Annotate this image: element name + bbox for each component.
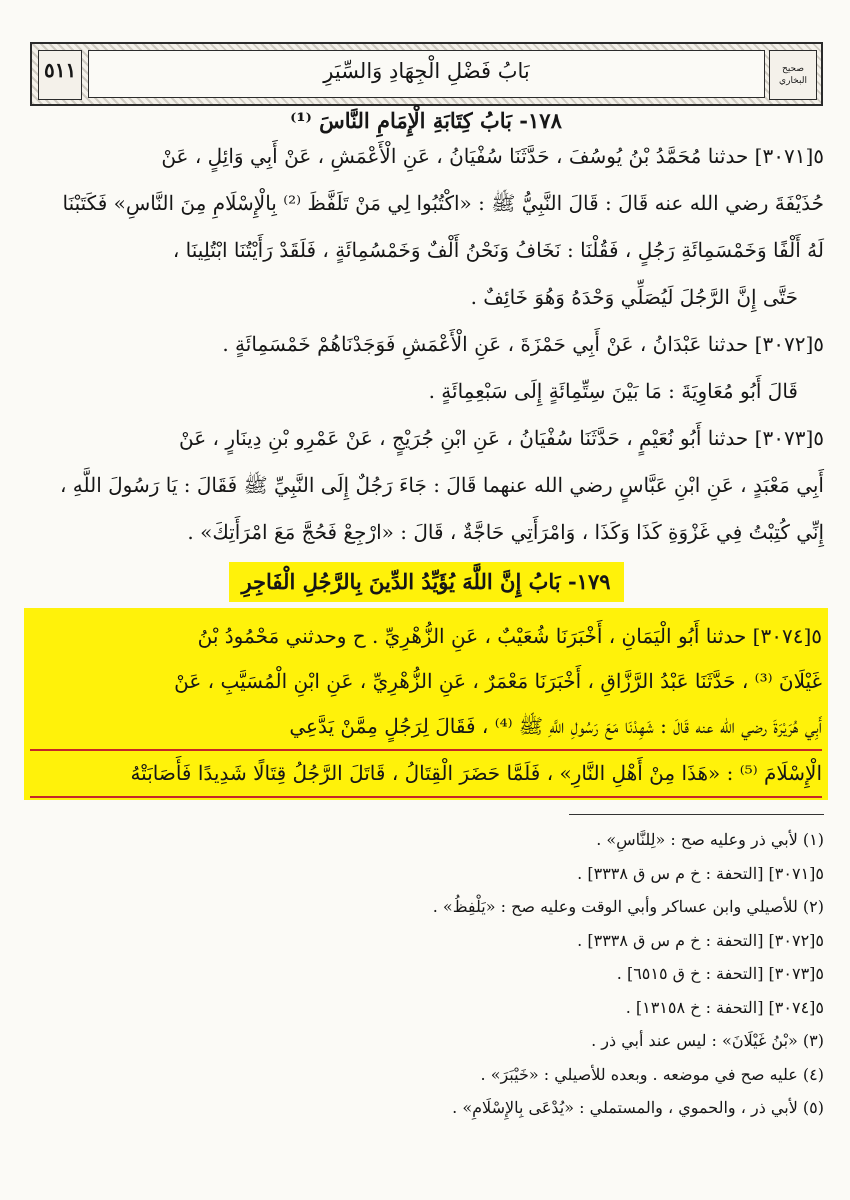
- hadith-3071-line2: حُذَيْفَةَ رضي الله عنه قَالَ : قَالَ النَّبِيُّ ﷺ : «اكْتُبُوا لِي مَنْ تَلَفَّظَ ⁽²⁾ بِالْإِسْلَامِ مِنَ النَّاسِ» فَكَتَبْنَا: [62, 191, 824, 215]
- hadith-3073-line2: أَبِي مَعْبَدٍ ، عَنِ ابْنِ عَبَّاسٍ رضي الله عنهما قَالَ : جَاءَ رَجُلٌ إِلَى النَّبِيِّ ﷺ فَقَالَ : يَا رَسُولَ اللَّهِ ،: [59, 473, 824, 497]
- page-header: [30, 42, 823, 106]
- footnote-3: (٣) «بْنُ غَيْلَانَ» : ليس عند أبي ذر .: [591, 1031, 824, 1050]
- hadith-3072-line2: قَالَ أَبُو مُعَاوِيَةَ : مَا بَيْنَ سِتِّمِائَةٍ إِلَى سَبْعِمِائَةٍ .: [428, 379, 798, 403]
- book-logo: [769, 50, 817, 100]
- footnote-ref-3071: ٥[٣٠٧١] [التحفة : خ م س ق ٣٣٣٨] .: [577, 863, 824, 883]
- footnote-ref-3073: ٥[٣٠٧٣] [التحفة : خ ق ٦٥١٥] .: [616, 964, 824, 983]
- hadith-3071-line4: حَتَّى إِنَّ الرَّجُلَ لَيُصَلِّي وَحْدَهُ وَهُوَ خَائِفٌ .: [470, 285, 798, 309]
- highlighted-passage: [24, 608, 828, 800]
- running-title: بَابُ فَضْلِ الْجِهَادِ وَالسِّيَرِ: [323, 59, 530, 83]
- footnote-5: (٥) لأبي ذر ، والحموي ، والمستملي : «يُدْعَى بِالإِسْلَامِ» .: [452, 1098, 824, 1117]
- page-number: ٥١١: [44, 58, 77, 82]
- footnote-4: (٤) عليه صح في موضعه . وبعده للأصيلي : «خَيْبَرَ» .: [480, 1064, 824, 1084]
- hadith-3071-line3: لَهُ أَلْفًا وَخَمْسَمِائَةِ رَجُلٍ ، فَقُلْنَا : نَخَافُ وَنَحْنُ أَلْفٌ وَخَمْسُمِائَةٍ ، فَلَقَدْ رَأَيْتُنَا ابْتُلِينَا ،: [172, 238, 824, 262]
- hadith-3074-line4: الْإِسْلَامَ ⁽⁵⁾ : «هَذَا مِنْ أَهْلِ النَّارِ» ، فَلَمَّا حَضَرَ الْقِتَالُ ، قَاتَلَ الرَّجُلُ قِتَالًا شَدِيدًا فَأَصَابَتْهُ: [30, 751, 822, 798]
- footnote-separator: [569, 814, 824, 815]
- hadith-3072-line1: ٥[٣٠٧٢] حدثنا عَبْدَانُ ، عَنْ أَبِي حَمْزَةَ ، عَنِ الْأَعْمَشِ فَوَجَدْنَاهُمْ خَمْسَمِائَةٍ .: [222, 332, 824, 356]
- chapter-heading-178: ١٧٨- بَابُ كِتَابَةِ الْإِمَامِ النَّاسَ ⁽¹⁾: [290, 108, 562, 133]
- header-frame: [88, 50, 765, 98]
- footnote-2: (٢) للأصيلي وابن عساكر وأبي الوقت وعليه صح : «يَلْفِظُ» .: [432, 897, 824, 916]
- chapter-heading-179: ١٧٩- بَابُ إِنَّ اللَّهَ يُؤَيِّدُ الدِّينَ بِالرَّجُلِ الْفَاجِرِ: [229, 562, 624, 602]
- hadith-3073-line3: إِنِّي كُتِبْتُ فِي غَزْوَةِ كَذَا وَكَذَا ، وَامْرَأَتِي حَاجَّةٌ ، قَالَ : «ارْجِعْ فَحُجَّ مَعَ امْرَأَتِكَ» .: [187, 520, 824, 544]
- footnote-ref-3072: ٥[٣٠٧٢] [التحفة : خ م س ق ٣٣٣٨] .: [577, 930, 824, 950]
- footnote-ref-3074: ٥[٣٠٧٤] [التحفة : خ ١٣١٥٨] .: [625, 997, 824, 1017]
- hadith-3073-line1: ٥[٣٠٧٣] حدثنا أَبُو نُعَيْمٍ ، حَدَّثَنَا سُفْيَانُ ، عَنِ ابْنِ جُرَيْجٍ ، عَنْ عَمْرِو بْنِ دِينَارٍ ، عَنْ: [179, 426, 824, 450]
- footnote-1: (١) لأبي ذر وعليه صح : «لِلنَّاسِ» .: [596, 830, 824, 849]
- page-body: [28, 108, 824, 1125]
- logo-line2: البخاري: [779, 76, 807, 86]
- hadith-3071-line1: ٥[٣٠٧١] حدثنا مُحَمَّدُ بْنُ يُوسُفَ ، حَدَّثَنَا سُفْيَانُ ، عَنِ الْأَعْمَشِ ، عَنْ أَبِي وَائِلٍ ، عَنْ: [161, 144, 824, 168]
- hadith-3074-line3: أَبِي هُرَيْرَةَ رضي الله عنه قَالَ : شَهِدْنَا مَعَ رَسُولِ اللَّهِ ﷺ ⁽⁴⁾ ، فَقَالَ لِرَجُلٍ مِمَّنْ يَدَّعِي: [30, 704, 822, 751]
- logo-line1: صحيح: [782, 64, 804, 74]
- hadith-3074-line1: ٥[٣٠٧٤] حدثنا أَبُو الْيَمَانِ ، أَخْبَرَنَا شُعَيْبٌ ، عَنِ الزُّهْرِيِّ . ح وحدثني مَحْمُودُ بْنُ: [197, 624, 822, 648]
- hadith-3074-line2: غَيْلَانَ ⁽³⁾ ، حَدَّثَنَا عَبْدُ الرَّزَّاقِ ، أَخْبَرَنَا مَعْمَرٌ ، عَنِ الزُّهْرِيِّ ، عَنِ ابْنِ الْمُسَيَّبِ ، عَنْ: [174, 669, 822, 693]
